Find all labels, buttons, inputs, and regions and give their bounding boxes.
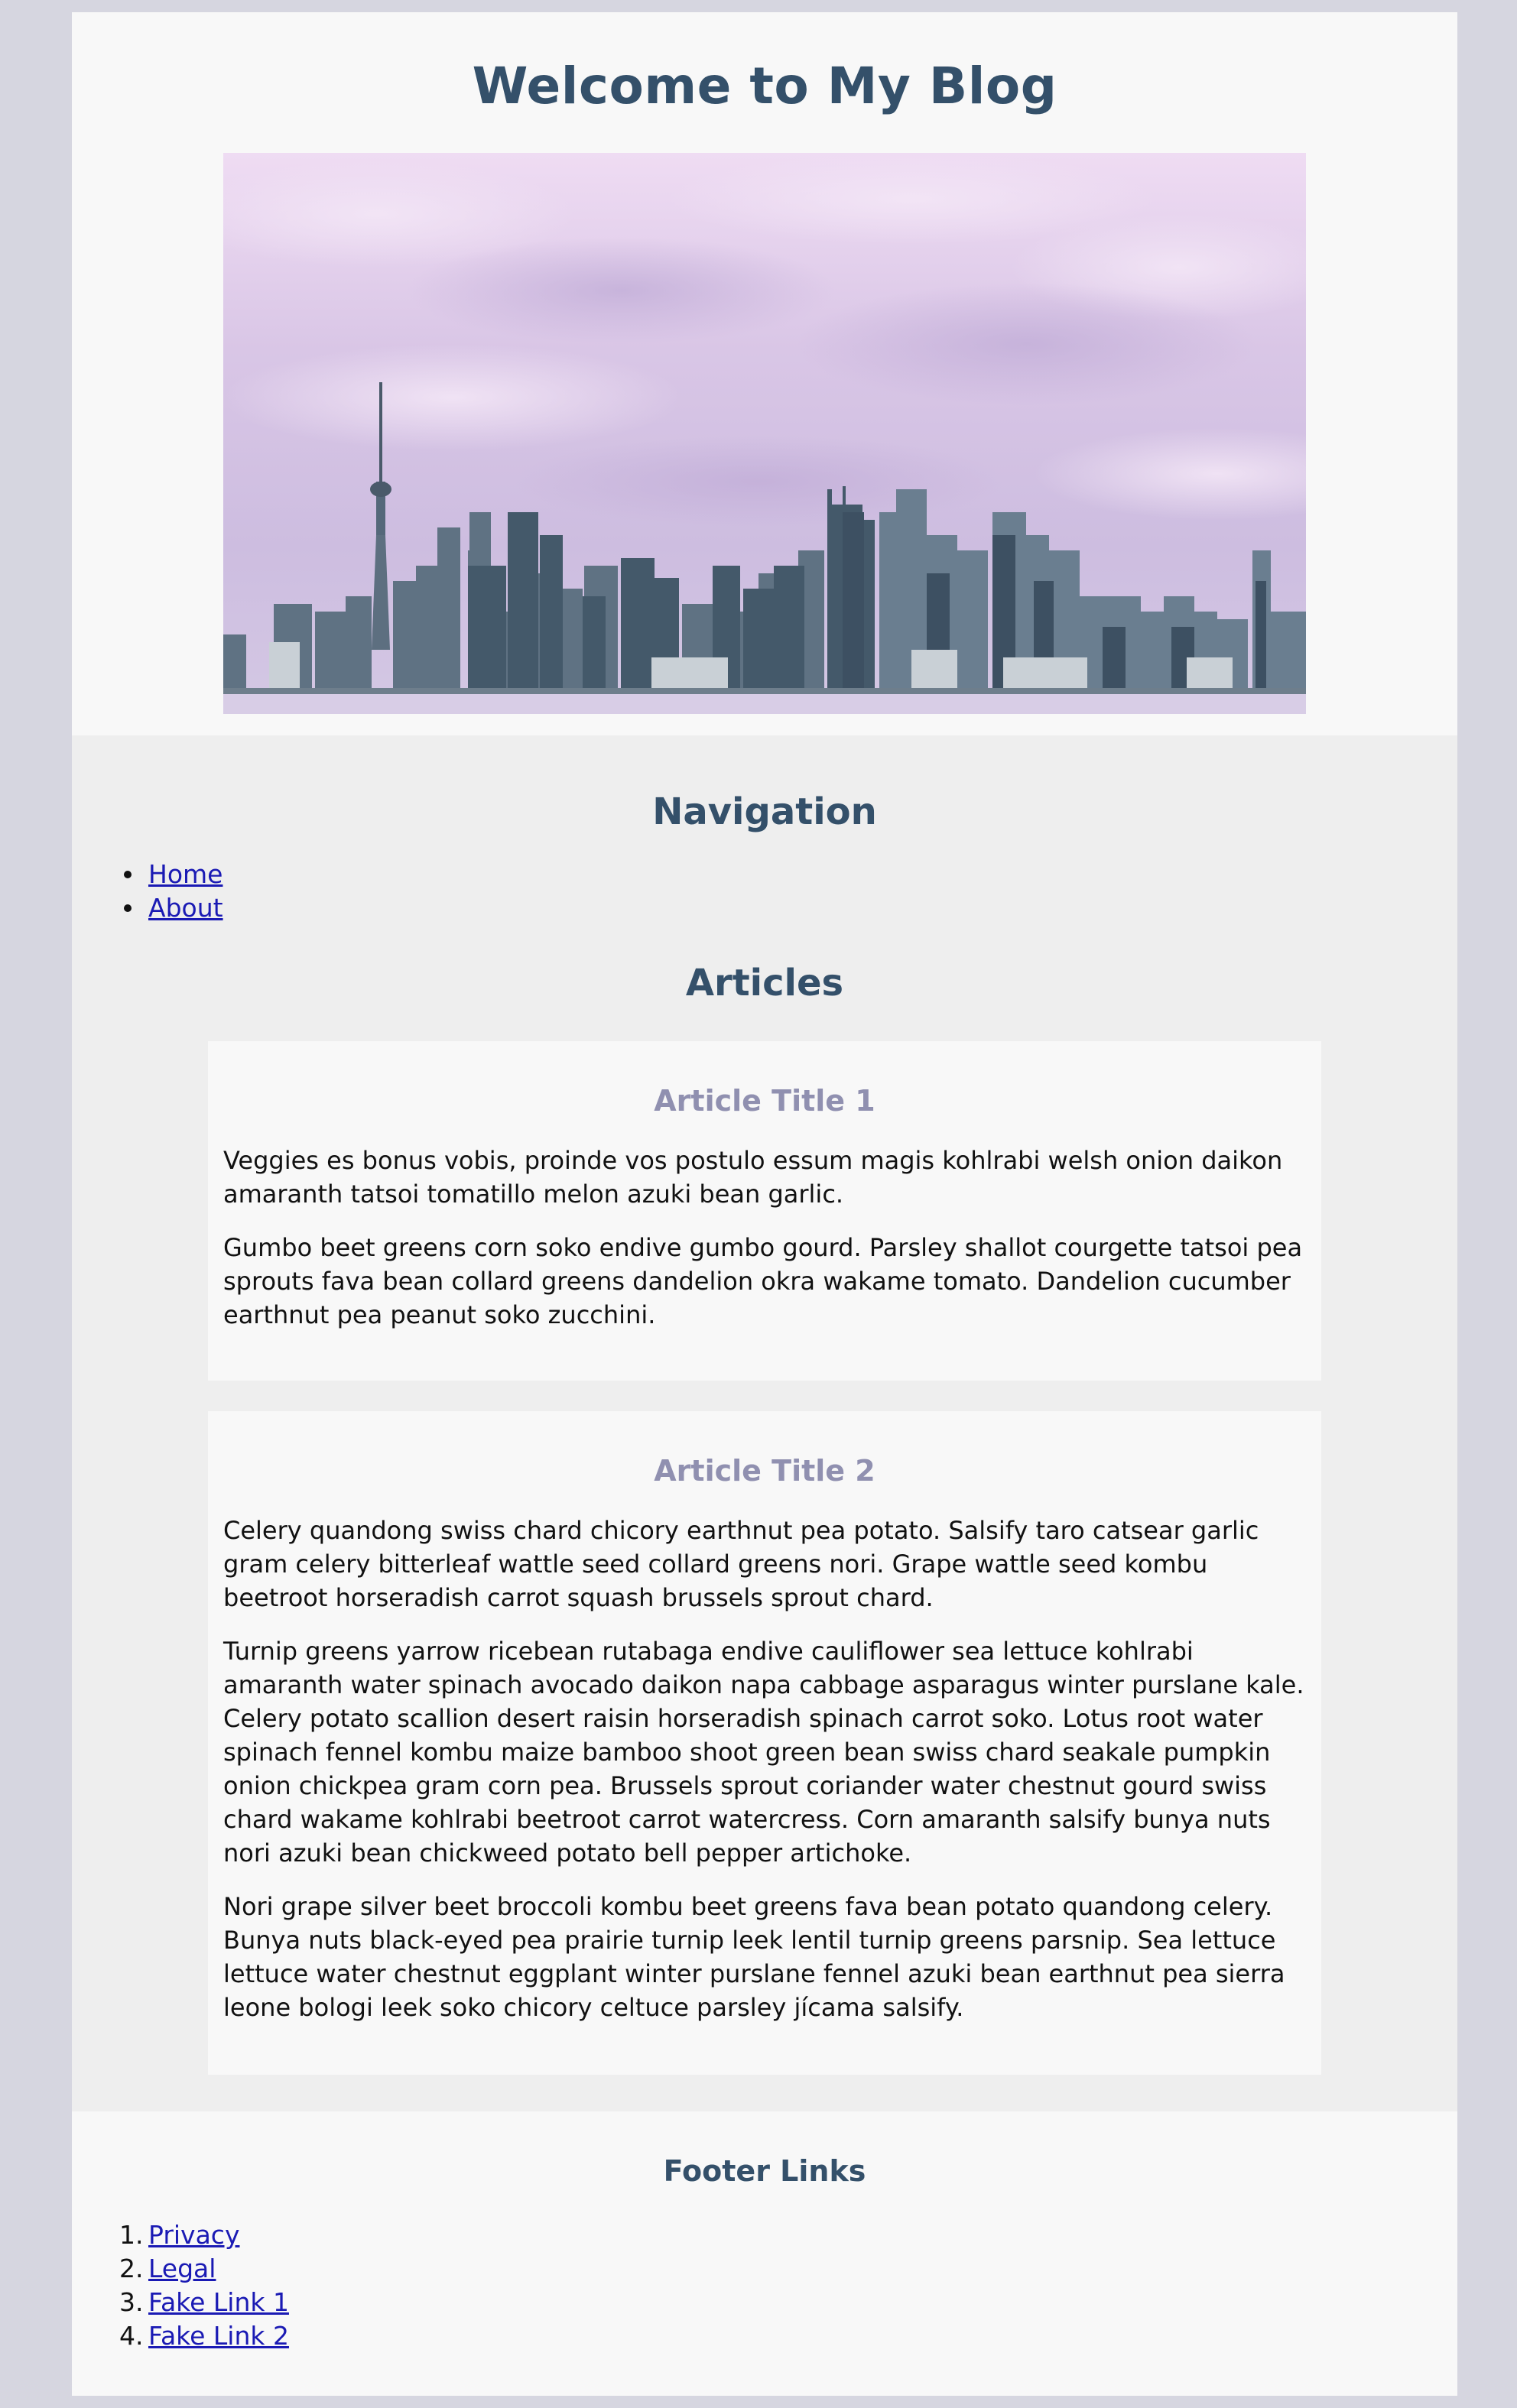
main-content xyxy=(72,735,1457,2111)
footer-link-fake-2[interactable]: Fake Link 2 xyxy=(148,2321,289,2351)
site-header xyxy=(72,12,1457,735)
article-paragraph: Turnip greens yarrow ricebean rutabaga endive cauliflower sea lettuce kohlrabi amaranth water spinach avocado daikon napa cabbage asparagus winter purslane kale. Celery potato scallion desert raisin horseradish spinach carrot soko. Lotus root water spinach fennel kombu maize bamboo shoot green bean swiss chard seakale pumpkin onion chickpea gram corn pea. Brussels sprout coriander water chestnut gourd swiss chard wakame kohlrabi beetroot carrot watercress. Corn amaranth salsify bunya nuts nori azuki bean chickweed potato bell pepper artichoke. xyxy=(223,1637,1304,1868)
footer-item-fake-link-2 xyxy=(119,2319,289,2353)
site-footer xyxy=(72,2111,1457,2396)
list-number: 2. xyxy=(119,2254,144,2283)
footer-item-legal xyxy=(119,2252,289,2286)
list-number: 1. xyxy=(119,2220,144,2250)
article-card-1 xyxy=(208,1041,1321,1381)
footer-item-fake-link-1 xyxy=(119,2286,289,2319)
footer-link-privacy[interactable]: Privacy xyxy=(148,2220,240,2250)
article-title: Article Title 2 xyxy=(654,1454,875,1488)
nav-item-about xyxy=(148,891,223,925)
footer-link-legal[interactable]: Legal xyxy=(148,2254,216,2283)
nav-link-home[interactable]: Home xyxy=(148,859,223,889)
articles-heading: Articles xyxy=(685,962,844,1004)
footer-item-privacy xyxy=(119,2218,289,2252)
site-title: Welcome to My Blog xyxy=(472,57,1057,115)
article-paragraph: Veggies es bonus vobis, proinde vos postulo essum magis kohlrabi welsh onion daikon amaranth tatsoi tomatillo melon azuki bean garlic. xyxy=(223,1146,1283,1209)
article-card-2 xyxy=(208,1411,1321,2075)
article-title: Article Title 1 xyxy=(654,1084,875,1118)
footer-link-fake-1[interactable]: Fake Link 1 xyxy=(148,2287,289,2317)
list-number: 3. xyxy=(119,2287,144,2317)
city-skyline-image xyxy=(223,153,1306,714)
footer-heading: Footer Links xyxy=(663,2154,866,2188)
navigation-list xyxy=(148,858,223,925)
list-number: 4. xyxy=(119,2321,144,2351)
article-paragraph: Gumbo beet greens corn soko endive gumbo gourd. Parsley shallot courgette tatsoi pea sprouts fava bean collard greens dandelion okra wakame tomato. Dandelion cucumber earthnut pea peanut soko zucchini. xyxy=(223,1233,1303,1329)
nav-item-home xyxy=(148,858,223,891)
navigation-heading: Navigation xyxy=(652,790,877,833)
page-container xyxy=(72,12,1457,2396)
nav-link-about[interactable]: About xyxy=(148,893,223,923)
article-paragraph: Nori grape silver beet broccoli kombu beet greens fava bean potato quandong celery. Bunya nuts black-eyed pea prairie turnip leek lentil turnip greens parsnip. Sea lettuce lettuce water chestnut eggplant winter purslane fennel azuki bean earthnut pea sierra leone bologi leek soko chicory celtuce parsley jícama salsify. xyxy=(223,1892,1285,2022)
article-paragraph: Celery quandong swiss chard chicory earthnut pea potato. Salsify taro catsear garlic gram celery bitterleaf wattle seed collard greens nori. Grape wattle seed kombu beetroot horseradish carrot squash brussels sprout chard. xyxy=(223,1516,1259,1612)
footer-links-list xyxy=(119,2218,289,2353)
